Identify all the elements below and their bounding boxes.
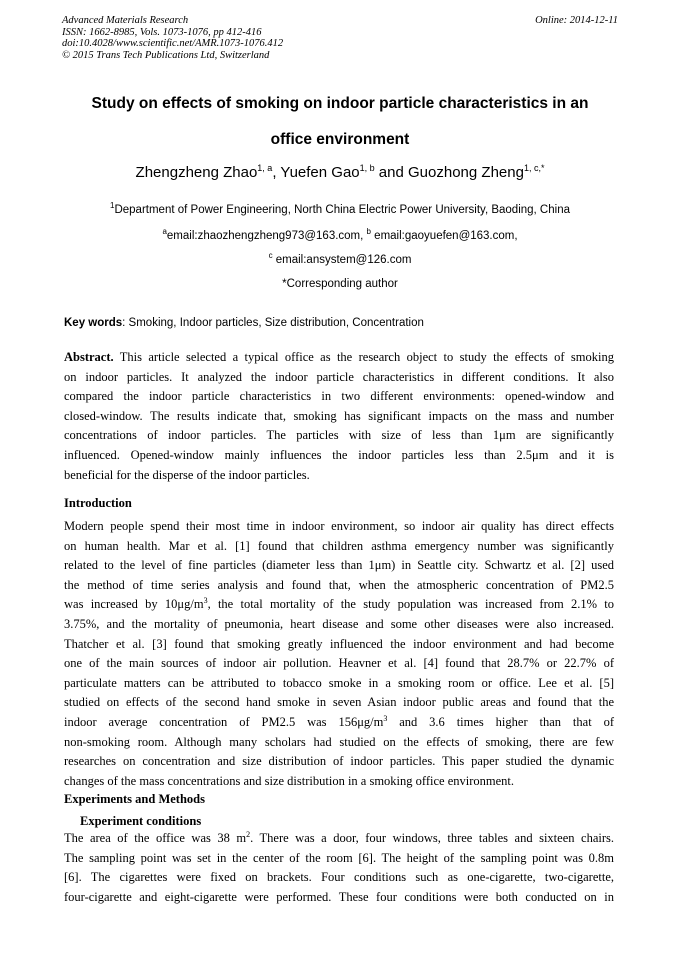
author-superscript: 1, b: [359, 163, 375, 173]
email-superscript: c: [268, 251, 273, 260]
email-address: email:ansystem@126.com: [272, 254, 412, 266]
body-line: non-smoking room. Although many scholars had studied on the effects of smoking, there are few: [64, 734, 614, 749]
introduction-body: [64, 517, 614, 791]
affiliation-superscript: 1: [110, 201, 115, 210]
subsection-heading-conditions: Experiment conditions: [80, 814, 202, 828]
body-line: The area of the office was 38 $m^2$. There was a door, four windows, three tables and sixteen chairs.: [64, 830, 614, 845]
journal-name: Advanced Materials Research: [62, 15, 189, 26]
affiliation-text: Department of Power Engineering, North China Electric Power University, Baoding, China: [114, 204, 570, 216]
body-line: 3.75%, and the mortality of pneumonia, heart disease and some other diseases were also increased.: [64, 616, 614, 631]
body-line: studied on effects of the second hand smoke in seven Asian indoor public areas and found that the: [64, 695, 614, 710]
abstract-line: Abstract. This article selected a typical office as the research object to study the effects of smoking: [64, 350, 614, 364]
author-superscript: 1, a: [257, 163, 273, 173]
body-line: was increased by $10\mu g/m^3$, the total mortality of the study population was increased from 2.1% to: [64, 596, 615, 612]
body-line: Thatcher et al. [3] found that smoking greatly influenced the indoor environment and had become: [64, 636, 614, 651]
abstract-line: beneficial for the disperse of the indoor particles.: [64, 467, 310, 482]
email-address: email:zhaozhengzheng973@163.com,: [166, 230, 367, 242]
title-line: Study on effects of smoking on indoor particle characteristics in an: [91, 95, 589, 112]
abstract-line: concentrations of indoor particles. The particles with size of less than 1μm are significantly: [64, 428, 614, 443]
abstract: [64, 348, 614, 485]
author-separator: and: [374, 164, 409, 181]
author-name: Zhengzheng Zhao: [135, 164, 258, 181]
email-superscript: a: [162, 227, 167, 236]
journal-issn: ISSN: 1662-8985, Vols. 1073-1076, pp 412-416: [62, 26, 262, 38]
online-date: Online: 2014-12-11: [535, 15, 618, 26]
abstract-line: on indoor particles. It analyzed the indoor particle characteristics in different conditions. It also: [64, 369, 614, 384]
body-line: [6]. The cigarettes were fixed on brackets. Four conditions such as one-cigarette, two-cigarette,: [64, 870, 614, 885]
body-line: one of the main sources of indoor air pollution. Heavner et al. [4] found that 28.7% or 22.7% of: [64, 656, 614, 671]
abstract-line: influenced. Opened-window mainly influences the indoor particles less than 2.5μm and it is: [64, 447, 614, 462]
body-line: indoor average concentration of PM2.5 was $156\mu g/m^3$ and 3.6 times higher than that of: [64, 713, 614, 729]
abstract-line: closed-window. The results indicate that, smoking has significant impacts on the mass and number: [64, 408, 614, 423]
body-line: researches on concentration and size distribution of indoor particles. This paper studied the dynamic: [64, 754, 614, 769]
body-line: Modern people spend their most time in indoor environment, so indoor air quality has direct effects: [64, 519, 614, 533]
author-list: [62, 163, 618, 183]
author-name: Yuefen Gao: [280, 164, 360, 181]
email-line: [62, 229, 618, 243]
journal-doi: doi:10.4028/www.scientific.net/AMR.1073-1076.412: [62, 38, 284, 50]
body-line: the method of time series analysis and found that, when the atmospheric concentration of PM2.5: [64, 577, 614, 592]
author-separator: ,: [272, 164, 281, 181]
journal-copyright: © 2015 Trans Tech Publications Ltd, Switzerland: [62, 49, 270, 61]
email-address: email:gaoyuefen@163.com,: [370, 230, 518, 242]
keywords-text: : Smoking, Indoor particles, Size distribution, Concentration: [122, 317, 424, 329]
body-line: The sampling point was set in the center of the room [6]. The height of the sampling point was 0.8m: [64, 850, 614, 865]
paper-title: [62, 86, 618, 158]
keywords: [64, 316, 620, 330]
body-line: related to the level of fine particles (diameter less than 1μm) in Seattle city. Schwartz et al. [2] used: [64, 558, 614, 573]
section-heading-experiments: Experiments and Methods: [64, 792, 205, 806]
affiliation: [62, 203, 618, 217]
body-line: changes of the mass concentrations and size distribution in a smoking office environment.: [64, 773, 515, 788]
title-line: office environment: [270, 131, 410, 148]
author-superscript: 1, c,*: [523, 163, 545, 173]
body-line: particulate matters can be attributed to tobacco smoke in a smoking room or office. Lee et al. [5]: [64, 675, 614, 690]
body-line: on human health. Mar et al. [1] found that children asthma emergency number was significantly: [64, 538, 614, 553]
body-line: four-cigarette and eight-cigarette were performed. These four conditions were both conducted on in: [64, 889, 614, 904]
author-name: Guozhong Zheng: [408, 164, 524, 181]
experiments-body: [64, 829, 614, 907]
corresponding-author-note: *Corresponding author: [282, 278, 398, 290]
email-superscript: b: [366, 227, 371, 236]
journal-header: [62, 15, 618, 61]
keywords-label: Key words: [64, 317, 123, 329]
abstract-label: Abstract.: [64, 350, 114, 364]
section-heading-introduction: Introduction: [64, 496, 132, 510]
abstract-line: compared the indoor particle characteristics in two different environments: opened-window and: [64, 389, 614, 404]
email-line: [62, 253, 618, 267]
